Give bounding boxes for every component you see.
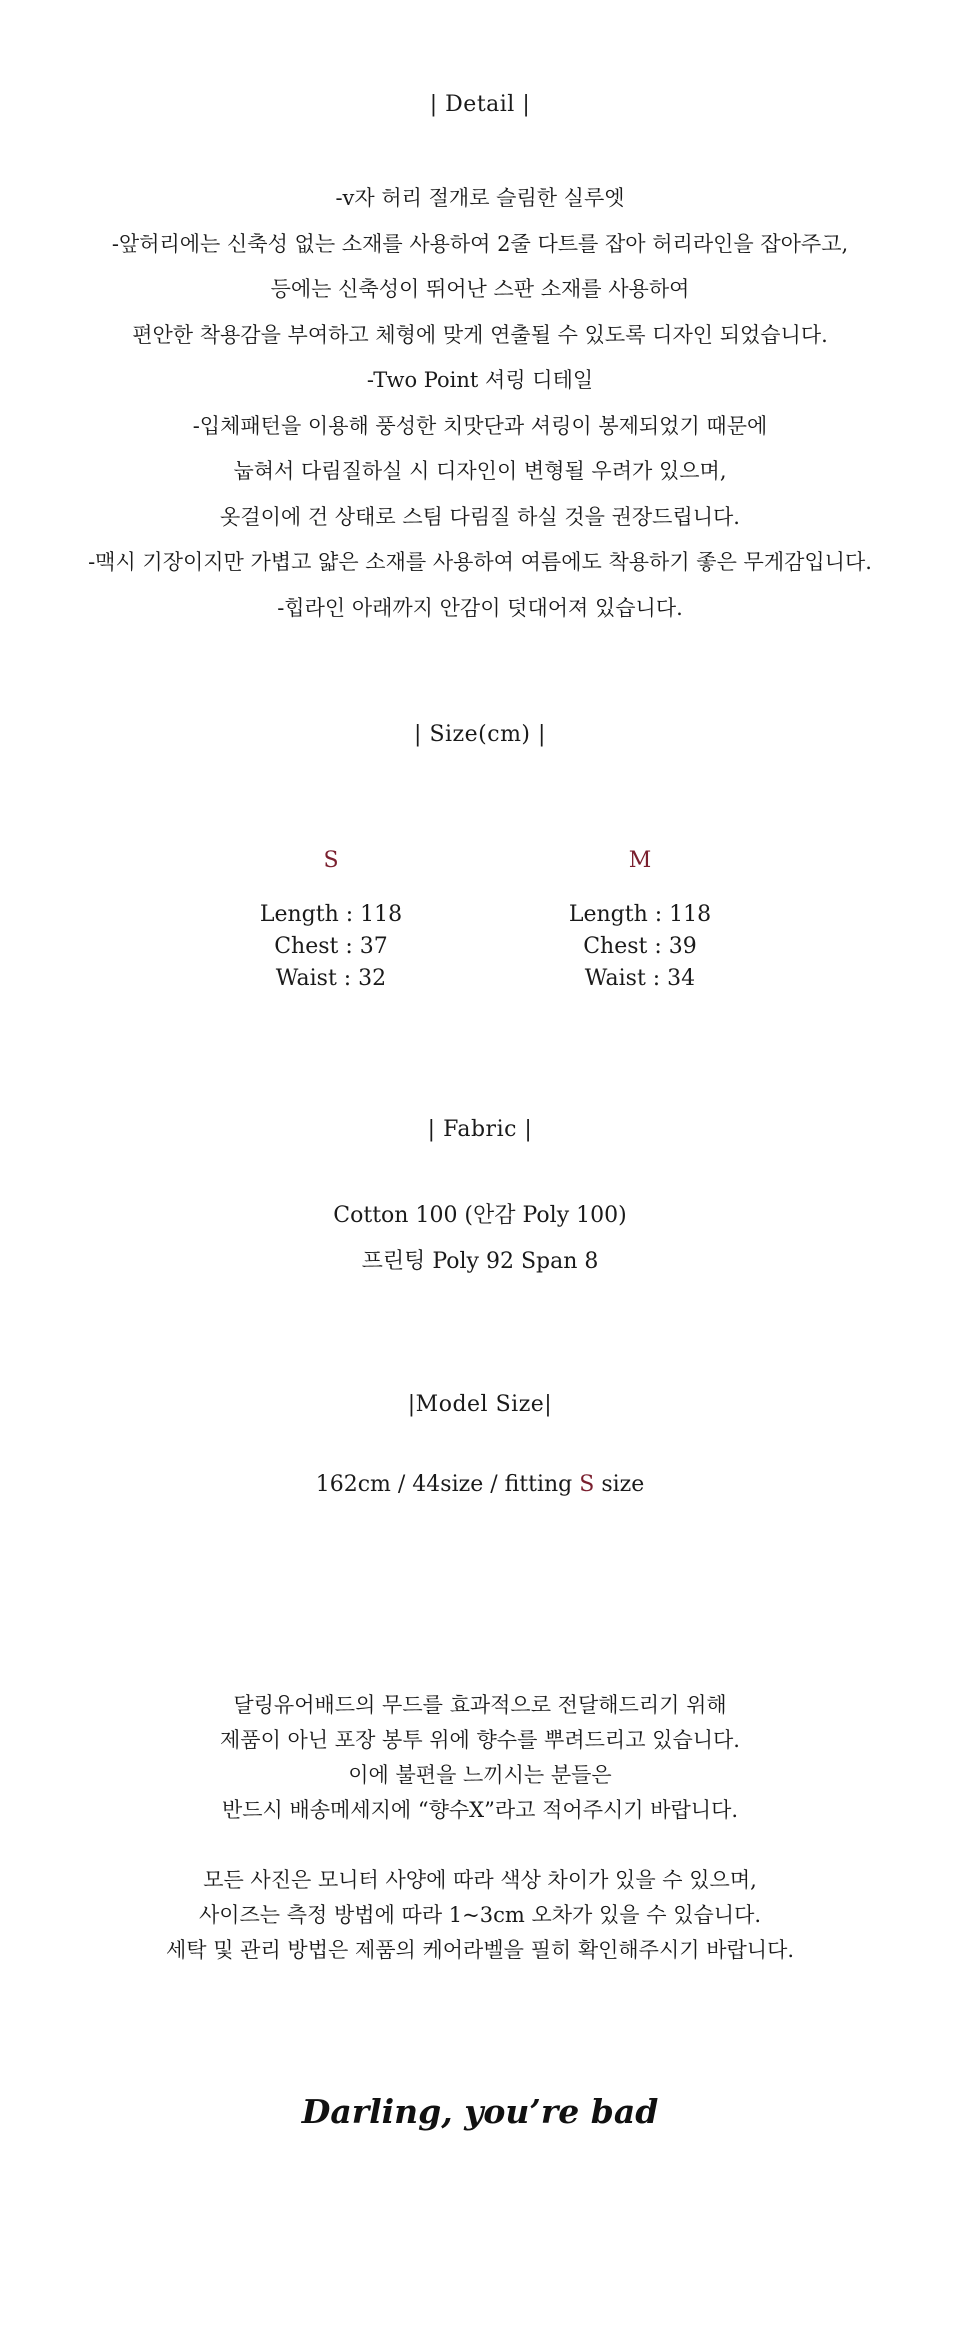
- fabric-heading: | Fabric |: [427, 1117, 533, 1142]
- detail-heading: | Detail |: [429, 92, 531, 117]
- size-heading: | Size(cm) |: [414, 722, 546, 747]
- notice-line: 반드시 배송메세지에 “향수X”라고 적어주시기 바랍니다.: [221, 1798, 739, 1822]
- fabric-composition: [0, 1193, 960, 1284]
- brand-logo-text: Darling, you’re bad: [301, 2092, 659, 2131]
- detail-line: -입체패턴을 이용해 풍성한 치맛단과 셔링이 봉제되었기 때문에: [192, 413, 768, 438]
- detail-line: 옷걸이에 건 상태로 스팀 다림질 하실 것을 권장드립니다.: [220, 504, 740, 529]
- notice-spacer: [0, 1828, 960, 1863]
- notice-line: 세탁 및 관리 방법은 제품의 케어라벨을 필히 확인해주시기 바랍니다.: [165, 1938, 795, 1962]
- size-label: M: [628, 848, 652, 873]
- model-size-prefix: 162cm / 44size / fitting: [315, 1472, 580, 1497]
- detail-line: 편안한 착용감을 부여하고 체형에 맞게 연출될 수 있도록 디자인 되었습니다.: [132, 322, 828, 347]
- chest-measure: Chest : 37: [274, 934, 388, 959]
- notice-line: 제품이 아닌 포장 봉투 위에 향수를 뿌려드리고 있습니다.: [220, 1728, 740, 1752]
- notice-line: 이에 불편을 느끼시는 분들은: [348, 1763, 612, 1787]
- notice-line: 모든 사진은 모니터 사양에 따라 색상 차이가 있을 수 있으며,: [203, 1868, 757, 1892]
- notice-line: 달링유어배드의 무드를 효과적으로 전달해드리기 위해: [233, 1693, 727, 1717]
- waist-measure: Waist : 32: [275, 966, 387, 991]
- detail-line: -맥시 기장이지만 가볍고 얇은 소재를 사용하여 여름에도 착용하기 좋은 무게감입니다.: [88, 550, 872, 574]
- detail-line: 등에는 신축성이 뛰어난 스판 소재를 사용하여: [270, 277, 690, 301]
- detail-line: -v자 허리 절개로 슬림한 실루엣: [335, 186, 625, 210]
- model-size-heading: |Model Size|: [407, 1392, 553, 1417]
- notice-line: 사이즈는 측정 방법에 따라 1~3cm 오차가 있을 수 있습니다.: [198, 1903, 762, 1927]
- waist-measure: Waist : 34: [584, 966, 696, 991]
- length-measure: Length : 118: [259, 902, 403, 927]
- length-measure: Length : 118: [568, 902, 712, 927]
- size-column-m: [510, 848, 770, 995]
- chest-measure: Chest : 39: [583, 934, 697, 959]
- detail-line: 눕혀서 다림질하실 시 디자인이 변형될 우려가 있으며,: [233, 459, 727, 483]
- detail-line: -앞허리에는 신축성 없는 소재를 사용하여 2줄 다트를 잡아 허리라인을 잡아주고,: [111, 231, 849, 256]
- detail-line: -Two Point 셔링 디테일: [366, 368, 594, 392]
- model-fit-size: S: [579, 1472, 595, 1497]
- notice-block: [0, 1688, 960, 1968]
- fabric-line: Cotton 100 (안감 Poly 100): [333, 1203, 627, 1228]
- detail-line: -힙라인 아래까지 안감이 덧대어져 있습니다.: [277, 595, 683, 620]
- detail-description: [0, 176, 960, 631]
- size-label: S: [323, 848, 339, 873]
- model-size-info: [0, 1472, 960, 1497]
- fabric-line: 프린팅 Poly 92 Span 8: [361, 1248, 599, 1274]
- model-size-suffix: size: [594, 1472, 645, 1497]
- size-column-s: [201, 848, 461, 995]
